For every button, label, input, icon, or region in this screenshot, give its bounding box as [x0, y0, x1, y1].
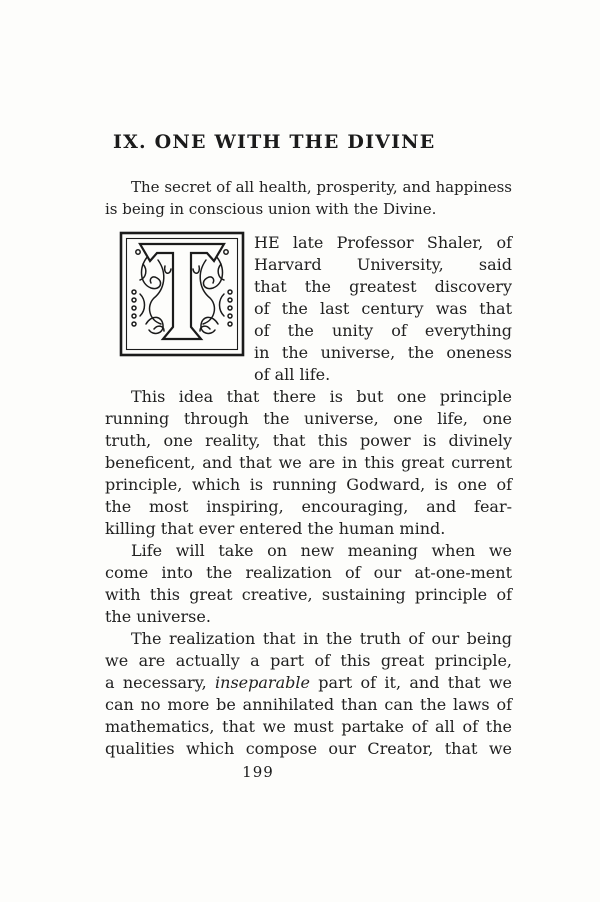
- text-line: come into the realization of our at-one-ment: [105, 563, 512, 582]
- text-line: Harvard University, said: [254, 255, 512, 274]
- text-line: truth, one reality, that this power is divinely: [105, 431, 512, 450]
- text-line: qualities which compose our Creator, that we: [105, 739, 512, 758]
- opening-paragraph-text: [254, 230, 512, 386]
- paragraph-realization: [105, 628, 512, 760]
- text-line: of the unity of everything: [254, 321, 512, 340]
- text-line: with this great creative, sustaining principle of: [105, 585, 512, 604]
- text-line: mathematics, that we must partake of all of the: [105, 717, 512, 736]
- text-line: of all life.: [254, 365, 331, 384]
- opening-paragraph: [105, 230, 512, 386]
- chapter-heading: IX. ONE WITH THE DIVINE: [113, 131, 436, 153]
- text-line: a necessary, inseparable part of it, and that we: [105, 673, 513, 692]
- text-line: HE late Professor Shaler, of: [254, 233, 512, 252]
- ornate-initial-t-icon: [118, 230, 246, 358]
- text-line: we are actually a part of this great principle,: [105, 651, 512, 670]
- text-line: that the greatest discovery: [254, 277, 512, 296]
- text-line: can no more be annihilated than can the laws of: [105, 695, 512, 714]
- text-line: killing that ever entered the human mind.: [105, 519, 446, 538]
- epigraph: [105, 176, 512, 220]
- text-line: The realization that in the truth of our being: [131, 629, 512, 648]
- text-line: The secret of all health, prosperity, and happiness: [131, 178, 512, 196]
- text-line: This idea that there is but one principle: [131, 387, 512, 406]
- text-line: is being in conscious union with the Divine.: [105, 200, 437, 218]
- paragraph-one-principle: [105, 386, 512, 540]
- text-line: the universe.: [105, 607, 211, 626]
- text-line: the most inspiring, encouraging, and fear-: [105, 497, 512, 516]
- text-line: of the last century was that: [254, 299, 512, 318]
- text-line: running through the universe, one life, one: [105, 409, 512, 428]
- text-line: beneficent, and that we are in this great current: [105, 453, 512, 472]
- paragraph-new-meaning: [105, 540, 512, 628]
- text-line: Life will take on new meaning when we: [131, 541, 512, 560]
- text-line: in the universe, the oneness: [254, 343, 512, 362]
- page-number: 199: [242, 763, 274, 781]
- page-content: [105, 131, 512, 781]
- text-line: principle, which is running Godward, is one of: [105, 475, 512, 494]
